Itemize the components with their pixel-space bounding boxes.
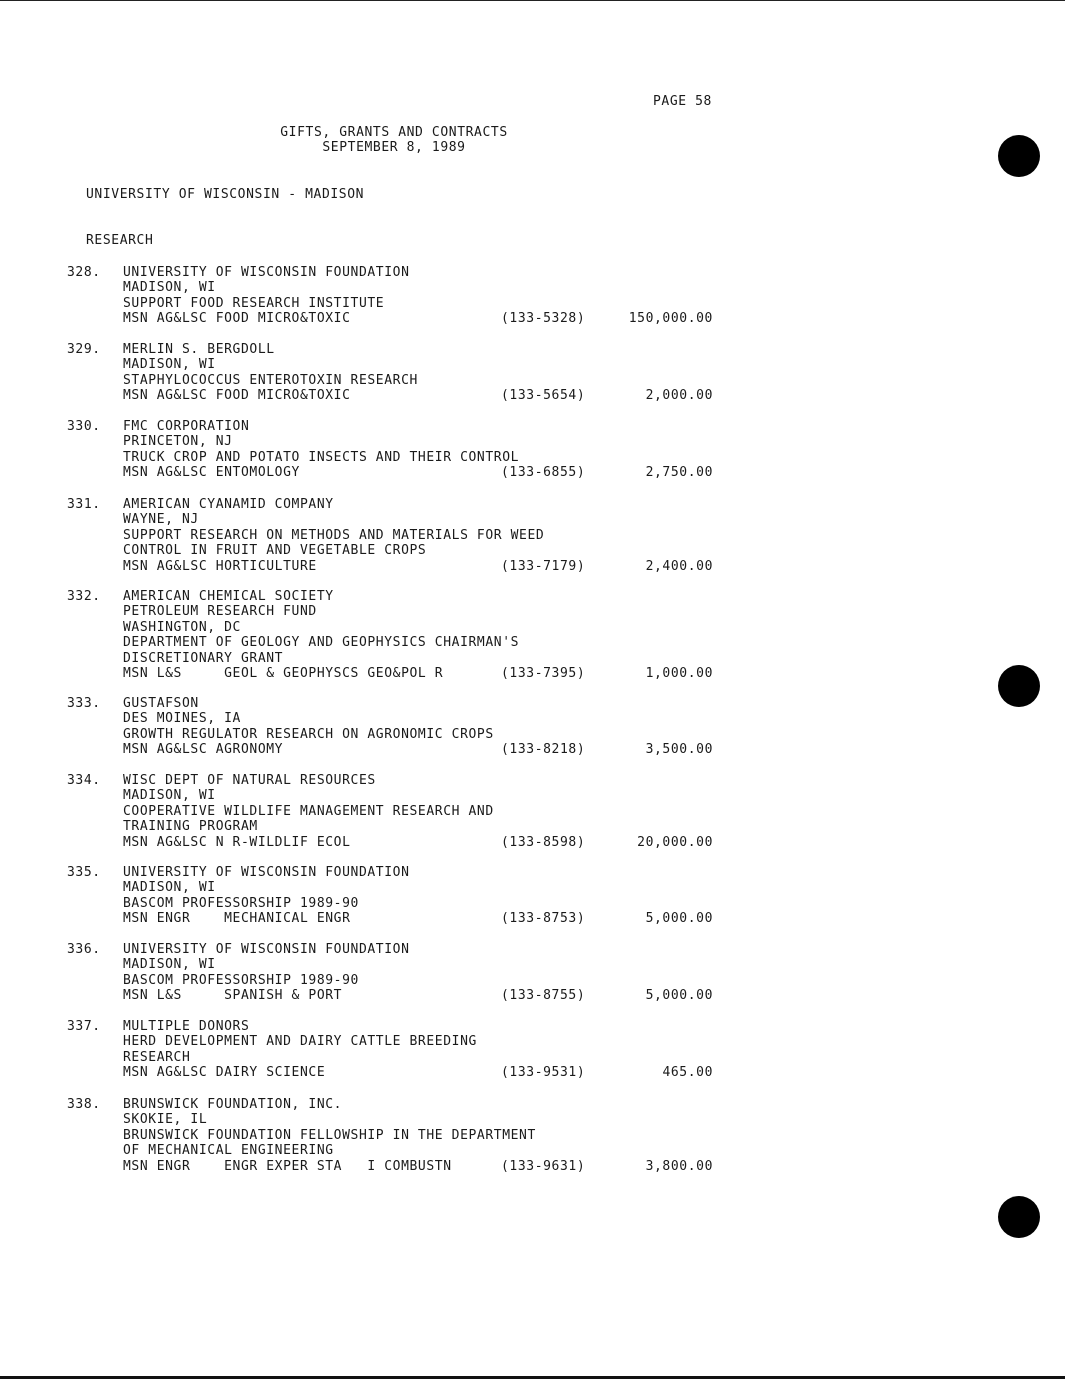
entry-line: BASCOM PROFESSORSHIP 1989-90: [123, 895, 359, 911]
entry-line: MADISON, WI: [123, 880, 216, 896]
grant-amount: 5,000.00: [645, 911, 713, 927]
entry-number: 332.: [67, 589, 101, 604]
entry-details: [123, 773, 713, 850]
entry-details: [123, 589, 713, 681]
account-number: (133-8755): [501, 988, 586, 1004]
entry-line: PRINCETON, NJ: [123, 434, 233, 450]
grant-amount: 5,000.00: [645, 988, 713, 1004]
entry-number: 337.: [67, 1019, 101, 1034]
document-date: SEPTEMBER 8, 1989: [322, 140, 466, 155]
grant-amount: 150,000.00: [628, 311, 713, 327]
grant-amount: 3,800.00: [645, 1158, 713, 1174]
entry-number: 336.: [67, 942, 101, 957]
entry-details: [123, 265, 713, 327]
department-code: MSN L&S GEOL & GEOPHYSCS GEO&POL R: [123, 665, 444, 681]
entry-funding-row: [123, 465, 713, 481]
grant-amount: 2,000.00: [645, 388, 713, 404]
grant-amount: 3,500.00: [645, 742, 713, 758]
entry-line: UNIVERSITY OF WISCONSIN FOUNDATION: [123, 265, 410, 280]
entry-line: MADISON, WI: [123, 280, 216, 296]
entry-line: HERD DEVELOPMENT AND DAIRY CATTLE BREEDING: [123, 1034, 477, 1050]
entry-number: 328.: [67, 265, 101, 280]
account-number: (133-6855): [501, 465, 586, 481]
punch-hole: [998, 135, 1040, 177]
department-code: MSN AG&LSC FOOD MICRO&TOXIC: [123, 311, 351, 327]
department-code: MSN AG&LSC FOOD MICRO&TOXIC: [123, 388, 351, 404]
account-number: (133-7179): [501, 558, 586, 574]
account-number: (133-9531): [501, 1065, 586, 1081]
entry-line: WAYNE, NJ: [123, 512, 199, 528]
entry-line: TRAINING PROGRAM: [123, 819, 258, 835]
entry-funding-row: [123, 988, 713, 1004]
entry-line: MADISON, WI: [123, 957, 216, 973]
entry-line: PETROLEUM RESEARCH FUND: [123, 604, 317, 620]
department-code: MSN ENGR MECHANICAL ENGR: [123, 911, 351, 927]
account-number: (133-7395): [501, 665, 586, 681]
entry-line: MADISON, WI: [123, 357, 216, 373]
page-number: PAGE 58: [653, 94, 712, 109]
entry-details: [123, 1019, 713, 1081]
entry-number: 329.: [67, 342, 101, 357]
department-code: MSN AG&LSC ENTOMOLOGY: [123, 465, 300, 481]
grant-amount: 2,750.00: [645, 465, 713, 481]
entry-funding-row: [123, 311, 713, 327]
institution-heading: UNIVERSITY OF WISCONSIN - MADISON: [86, 187, 365, 202]
entry-details: [123, 419, 713, 481]
entry-line: MADISON, WI: [123, 788, 216, 804]
entry-line: OF MECHANICAL ENGINEERING: [123, 1143, 334, 1159]
account-number: (133-8598): [501, 834, 586, 850]
entry-line: UNIVERSITY OF WISCONSIN FOUNDATION: [123, 865, 410, 880]
department-code: MSN L&S SPANISH & PORT: [123, 988, 343, 1004]
entry-line: BRUNSWICK FOUNDATION, INC.: [123, 1097, 343, 1112]
entry-line: FMC CORPORATION: [123, 419, 250, 434]
entry-line: STAPHYLOCOCCUS ENTEROTOXIN RESEARCH: [123, 372, 418, 388]
account-number: (133-8753): [501, 911, 586, 927]
punch-hole: [998, 665, 1040, 707]
entry-line: WASHINGTON, DC: [123, 619, 241, 635]
entry-funding-row: [123, 1065, 713, 1081]
entry-line: CONTROL IN FRUIT AND VEGETABLE CROPS: [123, 543, 427, 559]
grant-amount: 20,000.00: [637, 834, 713, 850]
entry-line: BASCOM PROFESSORSHIP 1989-90: [123, 972, 359, 988]
entry-funding-row: [123, 558, 713, 574]
entry-funding-row: [123, 1158, 713, 1174]
entry-number: 338.: [67, 1097, 101, 1112]
entry-funding-row: [123, 742, 713, 758]
entry-line: DEPARTMENT OF GEOLOGY AND GEOPHYSICS CHAIRMAN'S: [123, 635, 520, 651]
entry-line: COOPERATIVE WILDLIFE MANAGEMENT RESEARCH AND: [123, 803, 494, 819]
entry-funding-row: [123, 388, 713, 404]
entry-number: 334.: [67, 773, 101, 788]
entry-line: UNIVERSITY OF WISCONSIN FOUNDATION: [123, 942, 410, 957]
department-code: MSN AG&LSC DAIRY SCIENCE: [123, 1065, 326, 1081]
page-top-edge: [0, 0, 1065, 1]
entry-line: DISCRETIONARY GRANT: [123, 650, 284, 666]
account-number: (133-8218): [501, 742, 586, 758]
grant-amount: 1,000.00: [645, 665, 713, 681]
entry-number: 331.: [67, 497, 101, 512]
entry-line: SUPPORT RESEARCH ON METHODS AND MATERIALS FOR WEED: [123, 527, 545, 543]
entry-details: [123, 942, 713, 1004]
page-bottom-edge: [0, 1376, 1065, 1379]
entry-number: 335.: [67, 865, 101, 880]
entry-line: AMERICAN CHEMICAL SOCIETY: [123, 589, 334, 604]
entry-details: [123, 696, 713, 758]
account-number: (133-5328): [501, 311, 586, 327]
entry-line: WISC DEPT OF NATURAL RESOURCES: [123, 773, 376, 788]
entry-line: MERLIN S. BERGDOLL: [123, 342, 275, 357]
entry-details: [123, 1097, 713, 1174]
entry-line: AMERICAN CYANAMID COMPANY: [123, 497, 334, 512]
entry-funding-row: [123, 911, 713, 927]
entry-funding-row: [123, 834, 713, 850]
entry-funding-row: [123, 665, 713, 681]
department-code: MSN AG&LSC N R-WILDLIF ECOL: [123, 834, 351, 850]
entry-details: [123, 497, 713, 574]
grant-amount: 465.00: [662, 1065, 713, 1081]
department-code: MSN AG&LSC HORTICULTURE: [123, 558, 317, 574]
entry-line: GUSTAFSON: [123, 696, 199, 711]
entry-line: RESEARCH: [123, 1049, 191, 1065]
entry-number: 330.: [67, 419, 101, 434]
entry-line: TRUCK CROP AND POTATO INSECTS AND THEIR CONTROL: [123, 449, 520, 465]
entry-number: 333.: [67, 696, 101, 711]
account-number: (133-9631): [501, 1158, 586, 1174]
entry-line: SUPPORT FOOD RESEARCH INSTITUTE: [123, 295, 385, 311]
entry-line: MULTIPLE DONORS: [123, 1019, 250, 1034]
department-code: MSN ENGR ENGR EXPER STA I COMBUSTN: [123, 1158, 452, 1174]
entry-details: [123, 342, 713, 404]
account-number: (133-5654): [501, 388, 586, 404]
entry-line: BRUNSWICK FOUNDATION FELLOWSHIP IN THE DEPARTMENT: [123, 1127, 536, 1143]
entry-line: SKOKIE, IL: [123, 1112, 208, 1128]
document-title: GIFTS, GRANTS AND CONTRACTS: [280, 125, 508, 140]
entry-line: GROWTH REGULATOR RESEARCH ON AGRONOMIC CROPS: [123, 726, 494, 742]
entry-line: DES MOINES, IA: [123, 711, 241, 727]
grant-amount: 2,400.00: [645, 558, 713, 574]
entry-details: [123, 865, 713, 927]
department-code: MSN AG&LSC AGRONOMY: [123, 742, 284, 758]
punch-hole: [998, 1196, 1040, 1238]
section-heading: RESEARCH: [86, 233, 154, 248]
